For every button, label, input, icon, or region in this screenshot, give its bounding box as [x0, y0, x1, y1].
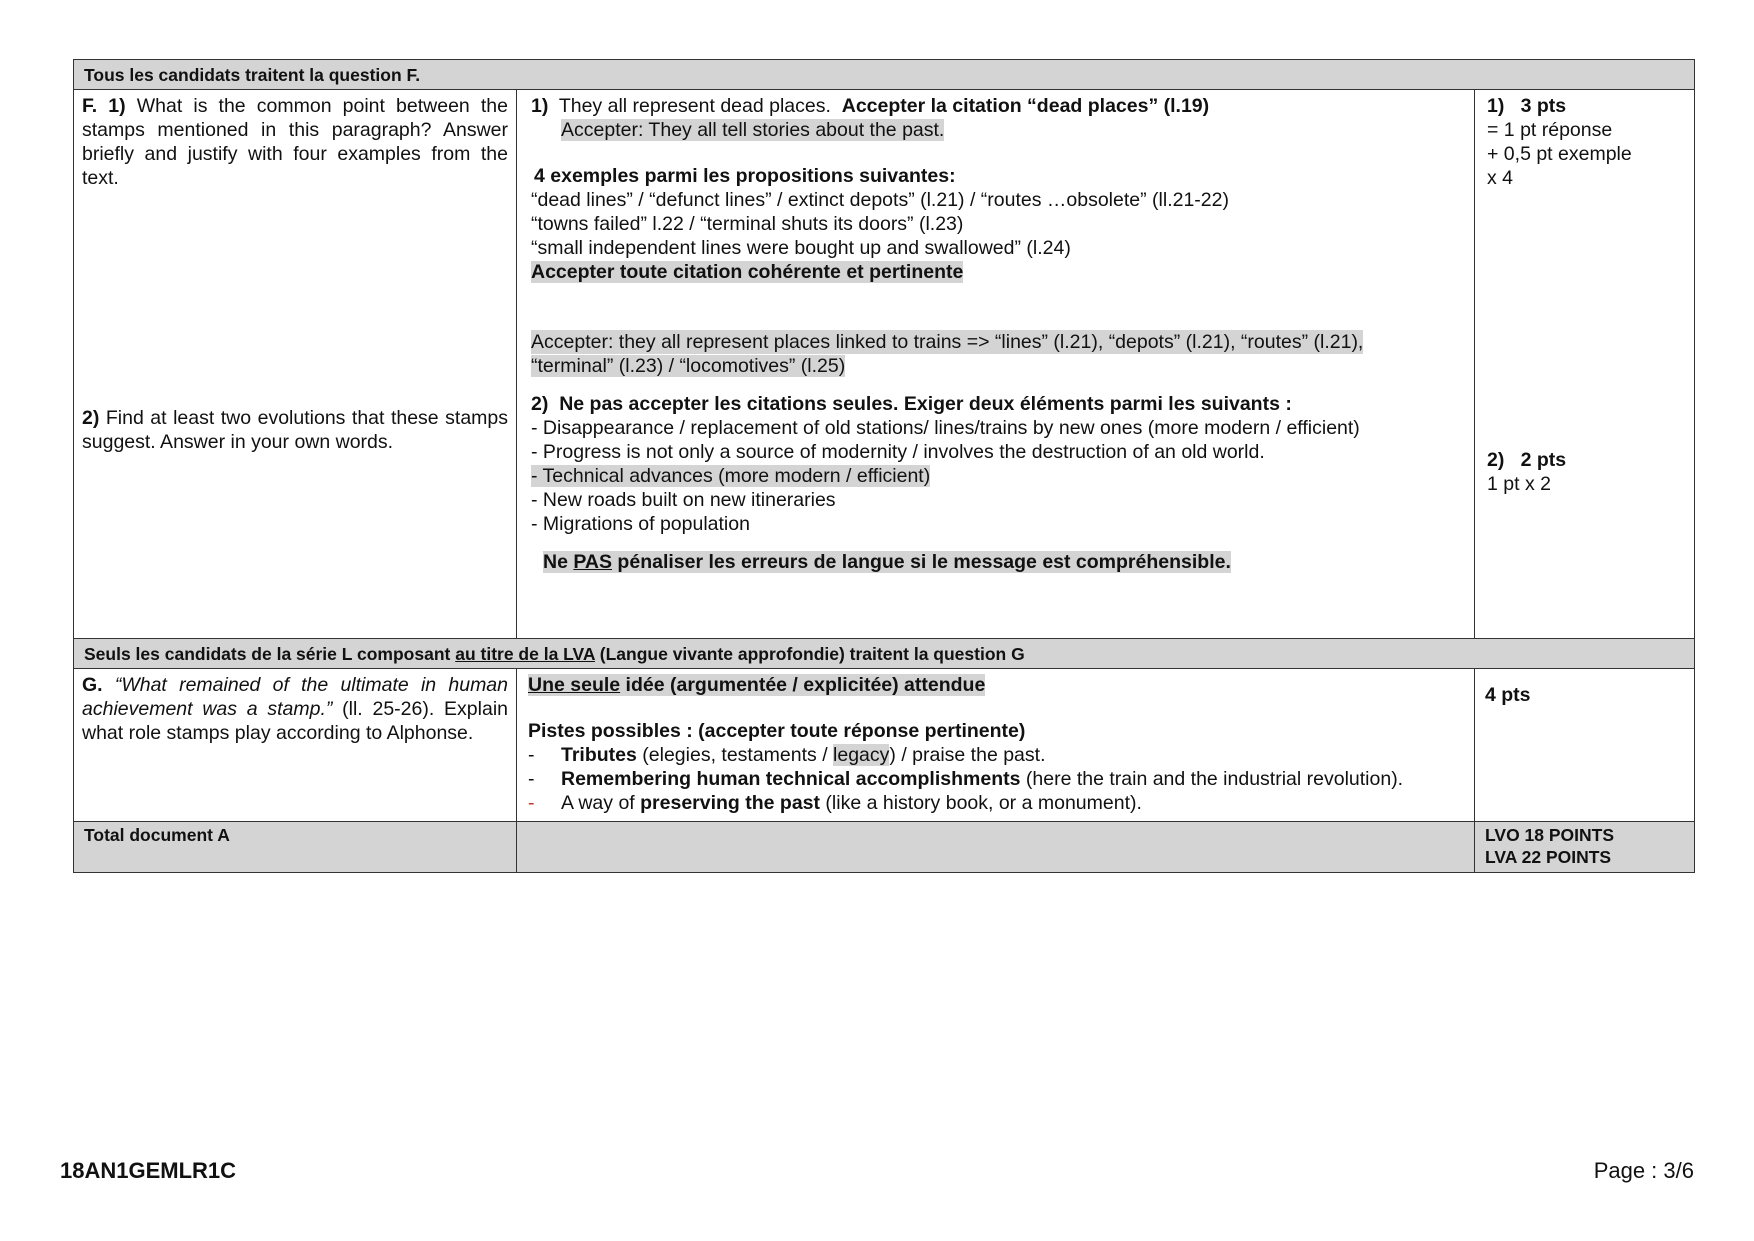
- answer-2-title: [531, 392, 1466, 416]
- question-f2-label: 2): [82, 407, 100, 429]
- answer-g-pistes: Pistes possibles : (accepter toute réponse pertinente): [528, 720, 1026, 742]
- answer-2-item: - New roads built on new itineraries: [531, 489, 836, 511]
- answer-g-expected-rest: idée (argumentée / explicitée) attendue: [620, 674, 986, 696]
- points-g: [1475, 669, 1695, 822]
- total-lva: LVA 22 POINTS: [1485, 847, 1612, 867]
- page-number: Page : 3/6: [1593, 1158, 1694, 1183]
- question-f2-text: Find at least two evolutions that these stamps suggest. Answer in your own words.: [82, 407, 509, 453]
- question-g-label: G.: [82, 674, 103, 696]
- section-g-header-row: [74, 639, 1695, 669]
- answer-1-example: “dead lines” / “defunct lines” / extinct depots” (l.21) / “routes …obsolete” (ll.21-22): [531, 189, 1229, 211]
- section-g-header-underlined: au titre de la LVA: [455, 644, 595, 664]
- points-2-line: 1 pt x 2: [1487, 473, 1551, 495]
- bullet-dash: -: [528, 744, 535, 766]
- answer-g-item-text: A way of: [561, 792, 641, 814]
- answer-1-accept-alt: Accepter: They all tell stories about the past.: [561, 119, 945, 141]
- section-f-header-row: [74, 60, 1695, 90]
- answer-1-accept-any: Accepter toute citation cohérente et pertinente: [531, 261, 964, 283]
- answer-g: [517, 669, 1475, 822]
- language-note-after: pénaliser les erreurs de langue si le message est compréhensible.: [612, 551, 1231, 573]
- answer-g-expected: [528, 674, 985, 696]
- section-g-header-before: Seuls les candidats de la série L composant: [84, 644, 456, 664]
- section-f-points: [1475, 90, 1695, 639]
- answer-1-examples-title: 4 exemples parmi les propositions suivantes:: [534, 165, 956, 187]
- question-f1-text: What is the common point between the stamps mentioned in this paragraph? Answer briefly and justify with four examples from the text.: [82, 95, 508, 189]
- language-note-pas: PAS: [573, 551, 613, 573]
- answer-g-item-highlight: legacy: [833, 744, 890, 766]
- section-g-row: [74, 669, 1695, 822]
- answer-2-instruction: Ne pas accepter les citations seules. Exiger deux éléments parmi les suivants :: [559, 393, 1292, 415]
- answer-g-item-bold: preserving the past: [640, 792, 821, 814]
- points-2-title: 2) 2 pts: [1487, 449, 1567, 471]
- question-f1-label: F. 1): [82, 95, 126, 117]
- section-f-questions: [74, 90, 517, 639]
- bullet-dash: -: [528, 768, 535, 790]
- answer-g-item: [528, 743, 1466, 767]
- section-f-header: Tous les candidats traitent la question F.: [74, 60, 1695, 90]
- answer-2-item: - Technical advances (more modern / efficient): [531, 465, 931, 487]
- answer-g-item-text: (like a history book, or a monument).: [820, 792, 1142, 814]
- answer-g-item-bold: Tributes: [561, 744, 637, 766]
- answer-g-item-text: (here the train and the industrial revolution).: [1020, 768, 1404, 790]
- answer-1-accept-quote: Accepter la citation “dead places” (l.19): [841, 95, 1210, 117]
- points-1-line: + 0,5 pt exemple: [1487, 143, 1632, 165]
- answer-2-item: - Progress is not only a source of modernity / involves the destruction of an old world.: [531, 441, 1265, 463]
- answer-g-item-text: (elegies, testaments /: [636, 744, 834, 766]
- answer-1-example: “small independent lines were bought up and swallowed” (l.24): [531, 237, 1071, 259]
- total-label: Total document A: [74, 822, 517, 873]
- section-g-header: [74, 639, 1695, 669]
- grading-table: [73, 59, 1695, 873]
- total-points: [1475, 822, 1695, 873]
- total-blank: [517, 822, 1475, 873]
- points-g-value: 4 pts: [1485, 684, 1531, 706]
- section-f-row: [74, 90, 1695, 639]
- document-code: 18AN1GEMLR1C: [60, 1158, 237, 1183]
- answer-1-main: [531, 94, 1466, 118]
- answer-1-accept-trains-line2: “terminal” (l.23) / “locomotives” (l.25): [531, 355, 846, 377]
- answer-2-item: - Disappearance / replacement of old stations/ lines/trains by new ones (more modern / efficient): [531, 417, 1360, 439]
- answer-1-text: They all represent dead places.: [558, 95, 831, 117]
- answer-1-accept-trains-line1: Accepter: they all represent places linked to trains => “lines” (l.21), “depots” (l.21), “routes” (l.21),: [531, 331, 1364, 353]
- question-g-quote: “What remained of the ultimate in human achievement was a stamp.”: [82, 674, 509, 720]
- total-row: [74, 822, 1695, 873]
- language-note-before: Ne: [543, 551, 574, 573]
- answer-g-item-bold: Remembering human technical accomplishments: [561, 768, 1021, 790]
- points-1-line: x 4: [1487, 167, 1514, 189]
- answer-g-item: [528, 767, 1466, 791]
- question-g-text: (ll. 25-26). Explain what role stamps play according to Alphonse.: [82, 698, 508, 744]
- answer-2-num: 2): [531, 393, 549, 415]
- question-f1: [82, 94, 508, 190]
- answer-g-item-text: ) / praise the past.: [889, 744, 1046, 766]
- answer-1-example: “towns failed” l.22 / “terminal shuts its doors” (l.23): [531, 213, 964, 235]
- answer-2-item: - Migrations of population: [531, 513, 750, 535]
- answer-g-expected-underlined: Une seule: [528, 674, 621, 696]
- grading-table-wrapper: [73, 59, 1694, 873]
- question-g: [74, 669, 517, 822]
- language-note: [531, 550, 1466, 574]
- answer-g-item: [528, 791, 1466, 815]
- total-lvo: LVO 18 POINTS: [1485, 825, 1615, 845]
- points-1-title: 1) 3 pts: [1487, 95, 1567, 117]
- answer-1-num: 1): [531, 95, 549, 117]
- bullet-dash: -: [528, 792, 535, 814]
- question-f2: [82, 406, 508, 454]
- section-g-header-after: (Langue vivante approfondie) traitent la question G: [594, 644, 1025, 664]
- points-1-line: = 1 pt réponse: [1487, 119, 1613, 141]
- section-f-answers: [517, 90, 1475, 639]
